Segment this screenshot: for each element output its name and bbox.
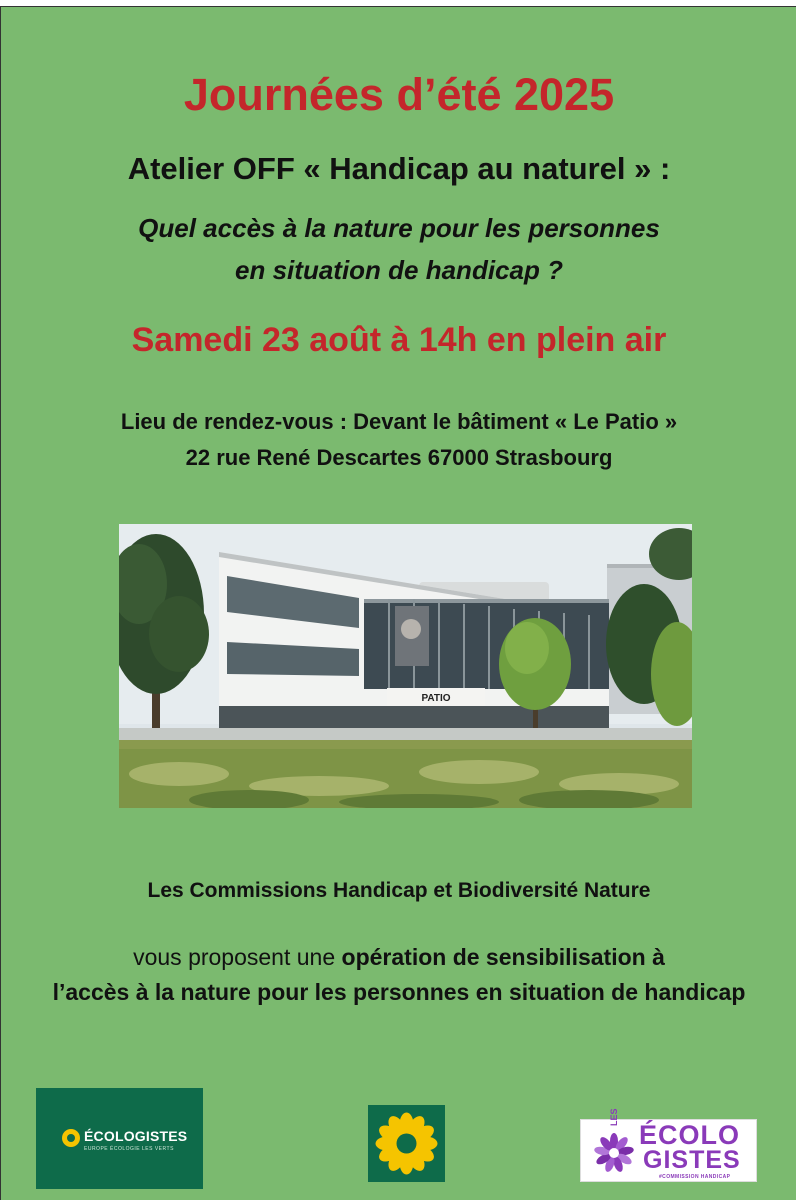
- ecologistes-subtitle: EUROPE ÉCOLOGIE LES VERTS: [84, 1146, 174, 1152]
- commission-subtitle: #COMMISSION HANDICAP: [659, 1174, 731, 1180]
- commission-gis: GISTES: [643, 1146, 741, 1174]
- commission-les: LES: [609, 1108, 619, 1126]
- poster-title: Journées d’été 2025: [183, 69, 615, 120]
- commission-handicap-logo: [580, 1108, 757, 1182]
- meeting-place: Lieu de rendez-vous : Devant le bâtiment « Le Patio »: [120, 409, 678, 434]
- atelier-heading: Atelier OFF « Handicap au naturel » :: [127, 151, 671, 186]
- event-poster: [0, 6, 796, 1200]
- sunflower-icon: [368, 1105, 445, 1182]
- meeting-address: 22 rue René Descartes 67000 Strasbourg: [185, 445, 613, 470]
- patio-sign: PATIO: [421, 693, 451, 704]
- ecologistes-logo: [36, 1088, 203, 1189]
- commission-eco: ÉCOLO: [639, 1120, 741, 1150]
- sunflower-logo: [368, 1105, 445, 1182]
- commissions-line: Les Commissions Handicap et Biodiversité Nature: [147, 879, 651, 902]
- proposal-line-1: [1, 944, 796, 971]
- event-date: Samedi 23 août à 14h en plein air: [131, 321, 667, 359]
- proposal-intro: vous proposent une: [133, 944, 342, 970]
- proposal-bold: opération de sensibilisation à: [341, 944, 665, 970]
- flower-icon: [593, 1132, 635, 1174]
- patio-building-photo: [119, 524, 692, 808]
- question-line-1: Quel accès à la nature pour les personnes: [138, 213, 660, 243]
- question-line-2: en situation de handicap ?: [235, 255, 563, 285]
- sunflower-icon: [61, 1128, 81, 1148]
- ecologistes-wordmark: ÉCOLOGISTES: [84, 1128, 188, 1144]
- proposal-line-2: l’accès à la nature pour les personnes en situation de handicap: [52, 979, 746, 1005]
